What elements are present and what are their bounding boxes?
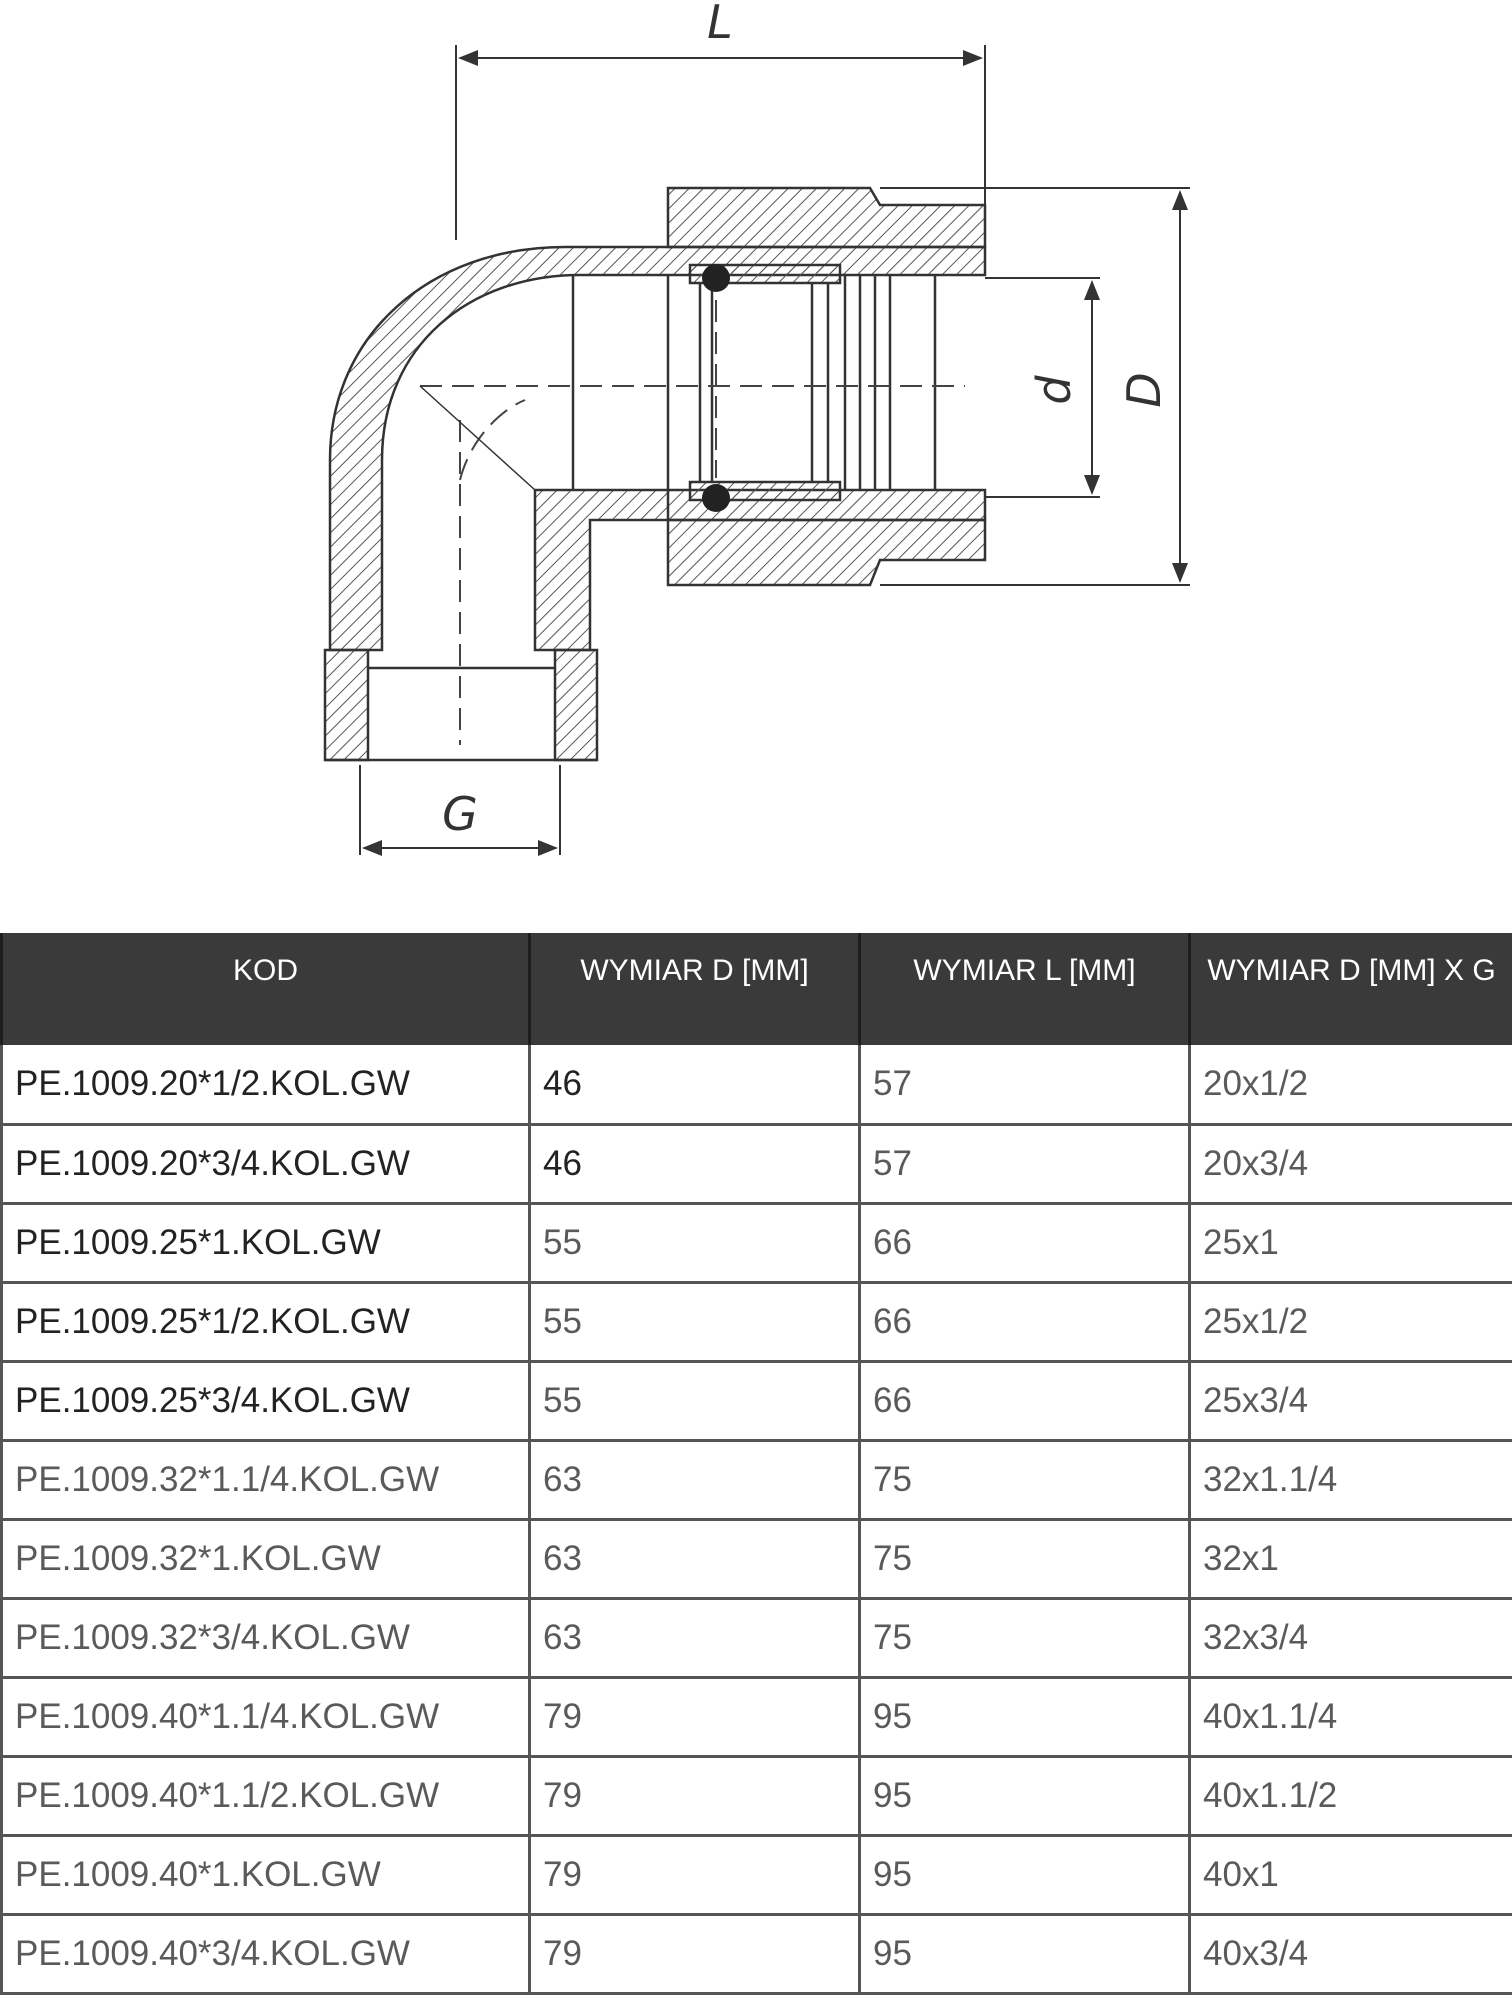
cell-wymiar-d-x-g: 40x1 — [1190, 1835, 1512, 1914]
table-row — [2, 1440, 1512, 1519]
cell-kod: PE.1009.25*3/4.KOL.GW — [2, 1361, 530, 1440]
table-row — [2, 1835, 1512, 1914]
spec-table-container — [0, 933, 1512, 1995]
o-ring-top — [702, 264, 730, 292]
cell-wymiar-d: 79 — [530, 1677, 860, 1756]
cell-kod: PE.1009.32*1.1/4.KOL.GW — [2, 1440, 530, 1519]
cell-wymiar-d-x-g: 40x1.1/2 — [1190, 1756, 1512, 1835]
cell-wymiar-d: 46 — [530, 1124, 860, 1203]
cell-kod: PE.1009.32*1.KOL.GW — [2, 1519, 530, 1598]
table-row — [2, 1203, 1512, 1282]
cell-wymiar-l: 57 — [860, 1124, 1190, 1203]
cell-wymiar-d: 79 — [530, 1835, 860, 1914]
cell-wymiar-d-x-g: 32x1 — [1190, 1519, 1512, 1598]
cell-wymiar-d-x-g: 40x3/4 — [1190, 1914, 1512, 1993]
cell-wymiar-d-x-g: 25x3/4 — [1190, 1361, 1512, 1440]
cell-wymiar-l: 95 — [860, 1756, 1190, 1835]
cell-wymiar-d: 79 — [530, 1914, 860, 1993]
cell-wymiar-d-x-g: 32x3/4 — [1190, 1598, 1512, 1677]
o-ring-bottom — [702, 484, 730, 512]
table-row — [2, 1282, 1512, 1361]
cell-wymiar-l: 95 — [860, 1835, 1190, 1914]
cell-kod: PE.1009.40*1.KOL.GW — [2, 1835, 530, 1914]
cell-kod: PE.1009.25*1/2.KOL.GW — [2, 1282, 530, 1361]
label-d: d — [1027, 375, 1081, 405]
table-row — [2, 1045, 1512, 1124]
table-row — [2, 1598, 1512, 1677]
cell-wymiar-l: 66 — [860, 1361, 1190, 1440]
dimension-d — [985, 278, 1100, 497]
table-row — [2, 1914, 1512, 1993]
cell-wymiar-l: 95 — [860, 1914, 1190, 1993]
cell-kod: PE.1009.20*3/4.KOL.GW — [2, 1124, 530, 1203]
cell-wymiar-d: 63 — [530, 1519, 860, 1598]
table-body — [2, 1045, 1512, 1993]
cell-kod: PE.1009.32*3/4.KOL.GW — [2, 1598, 530, 1677]
cell-kod: PE.1009.20*1/2.KOL.GW — [2, 1045, 530, 1124]
dimension-G — [360, 765, 560, 855]
elbow-body — [325, 188, 985, 760]
spec-table — [0, 933, 1512, 1995]
cell-wymiar-d: 55 — [530, 1361, 860, 1440]
cell-wymiar-d: 55 — [530, 1282, 860, 1361]
cell-wymiar-l: 66 — [860, 1203, 1190, 1282]
cell-wymiar-d-x-g: 25x1/2 — [1190, 1282, 1512, 1361]
elbow-fitting-section-svg — [0, 0, 1512, 920]
technical-drawing — [0, 0, 1512, 920]
table-row — [2, 1361, 1512, 1440]
cell-wymiar-l: 75 — [860, 1598, 1190, 1677]
label-L: L — [707, 0, 733, 49]
table-row — [2, 1756, 1512, 1835]
cell-wymiar-d-x-g: 20x3/4 — [1190, 1124, 1512, 1203]
col-header-wymiar-d-x-g: WYMIAR D [MM] X G — [1190, 933, 1512, 1045]
cell-wymiar-l: 75 — [860, 1519, 1190, 1598]
cell-wymiar-d-x-g: 25x1 — [1190, 1203, 1512, 1282]
cell-wymiar-d: 46 — [530, 1045, 860, 1124]
label-G: G — [442, 787, 478, 841]
bend-line — [420, 386, 535, 490]
cell-kod: PE.1009.40*1.1/4.KOL.GW — [2, 1677, 530, 1756]
cell-wymiar-d: 55 — [530, 1203, 860, 1282]
cell-wymiar-l: 66 — [860, 1282, 1190, 1361]
cell-wymiar-l: 95 — [860, 1677, 1190, 1756]
col-header-wymiar-l: WYMIAR L [MM] — [860, 933, 1190, 1045]
cell-wymiar-l: 75 — [860, 1440, 1190, 1519]
col-header-kod: KOD — [2, 933, 530, 1045]
cell-wymiar-d-x-g: 32x1.1/4 — [1190, 1440, 1512, 1519]
cell-wymiar-d: 79 — [530, 1756, 860, 1835]
cell-wymiar-d: 63 — [530, 1598, 860, 1677]
cell-wymiar-d-x-g: 20x1/2 — [1190, 1045, 1512, 1124]
col-header-wymiar-d: WYMIAR D [MM] — [530, 933, 860, 1045]
table-row — [2, 1677, 1512, 1756]
table-header-row — [2, 933, 1512, 1045]
cell-kod: PE.1009.25*1.KOL.GW — [2, 1203, 530, 1282]
label-D: D — [1117, 372, 1171, 408]
cell-kod: PE.1009.40*1.1/2.KOL.GW — [2, 1756, 530, 1835]
table-row — [2, 1519, 1512, 1598]
cell-wymiar-l: 57 — [860, 1045, 1190, 1124]
cell-kod: PE.1009.40*3/4.KOL.GW — [2, 1914, 530, 1993]
cell-wymiar-d: 63 — [530, 1440, 860, 1519]
table-row — [2, 1124, 1512, 1203]
cell-wymiar-d-x-g: 40x1.1/4 — [1190, 1677, 1512, 1756]
